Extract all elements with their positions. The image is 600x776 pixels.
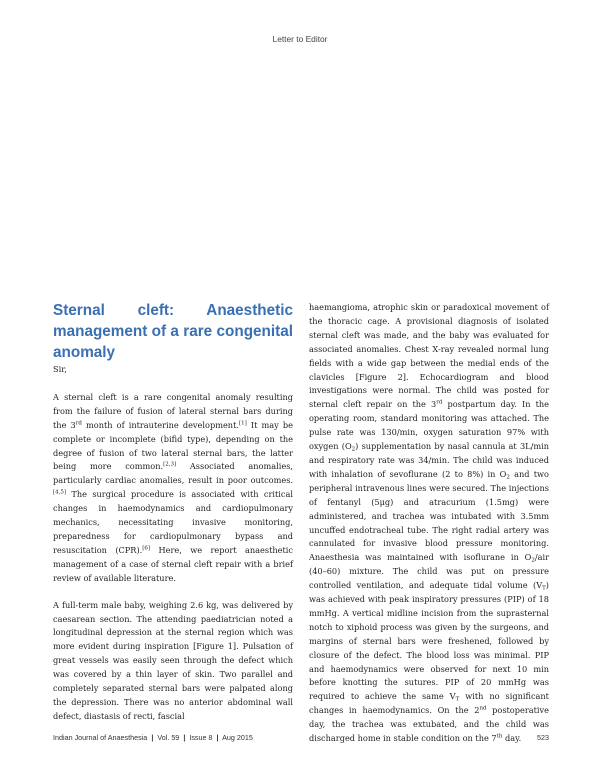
left-column — [53, 300, 293, 724]
right-column — [309, 301, 549, 746]
date: Aug 2015 — [222, 733, 253, 742]
citation-ref: [4,5] — [53, 489, 67, 496]
volume: Vol. 59 — [157, 733, 180, 742]
citation-ref: [1] — [238, 420, 247, 427]
page-footer — [53, 733, 549, 742]
citation-ref: [2,3] — [163, 461, 177, 468]
paragraph-intro: A sternal cleft is a rare congenital anomaly resulting from the failure of fusion of lateral sternal bars during the 3rd month of intrauterine development.[1] It may be complete or incomplete (bifid type), depending on the degree of fusion of two lateral sternal bars, the latter being more common.[2,3] Associated anomalies, particularly cardiac anomalies, result in poor outcomes.[4,5] The surgical procedure is associated with critical changes in haemodynamics and cardiopulmonary mechanics, necessitating invasive monitoring, preparedness for cardiopulmonary bypass and resuscitation (CPR).[6] Here, we report anaesthetic management of a case of sternal cleft repair with a brief review of available literature. — [53, 391, 293, 583]
journal-name: Indian Journal of Anaesthesia — [53, 733, 148, 742]
salutation: Sir, — [53, 364, 67, 374]
article-title: Sternal cleft: Anaesthetic management of a rare congenital anomaly — [53, 302, 293, 361]
paragraph-case-continued: haemangioma, atrophic skin or paradoxical movement of the thoracic cage. A provisional diagnosis of isolated sternal cleft was made, and the baby was evaluated for associated anomalies. Chest X-ray revealed normal lung fields with a wide gap between the medial ends of the clavicles [Figure 2]. Echocardiogram and blood investigations were normal. The child was posted for sternal cleft repair on the 3rd postpartum day. In the operating room, standard monitoring was attached. The pulse rate was 130/min, oxygen saturation 97% with oxygen $(O_2)$ supplementation by nasal cannula at 3L/min and respiratory rate was 34/min. The child was induced with inhalation of sevoflurane (2 to 8%) in $O_2$ and two peripheral intravenous lines were secured. The injections of fentanyl (5μg) and atracurium (1.5mg) were administered, and trachea was intubated with 3.5mm uncuffed endotracheal tube. The right radial artery was cannulated for invasive blood pressure monitoring. Anaesthesia was maintained with isoflurane in $O_2$/air (40–60) mixture. The child was put on pressure controlled ventilation, and adequate tidal volume $(V_T)$ was achieved with peak inspiratory pressures (PIP) of 18 mmHg. A vertical midline incision from the suprasternal notch to xiphoid process was given by the surgeons, and margins of sternal bars were freshened, followed by closure of the defect. The blood loss was minimal. PIP and haemodynamics were observed for next 10 min before knotting the sutures. PIP of 20 mmHg was required to achieve the same $V_T$ with no significant changes in haemodynamics. On the 2nd postoperative day, the trachea was extubated, and the child was discharged home in stable condition on the 7th day. — [309, 302, 550, 744]
citation-ref: [6] — [142, 545, 151, 552]
paragraph-case: A full-term male baby, weighing 2.6 kg, was delivered by caesarean section. The attending paediatrician noted a longitudinal depression at the sternal region which was more evident during inspiration [Figure 1]. Pulsation of great vessels was easily seen through the defect which was covered by a thin layer of skin. Two parallel and completely separated sternal bars were palpated along the depression. There was no anterior abdominal wall defect, diastasis of recti, fascial — [53, 599, 293, 721]
running-head: Letter to Editor — [272, 34, 328, 44]
journal-citation: Indian Journal of Anaesthesia | Vol. 59 | Issue 8 | Aug 2015 — [53, 733, 253, 742]
issue: Issue 8 — [189, 733, 213, 742]
page-number: 523 — [537, 733, 549, 742]
